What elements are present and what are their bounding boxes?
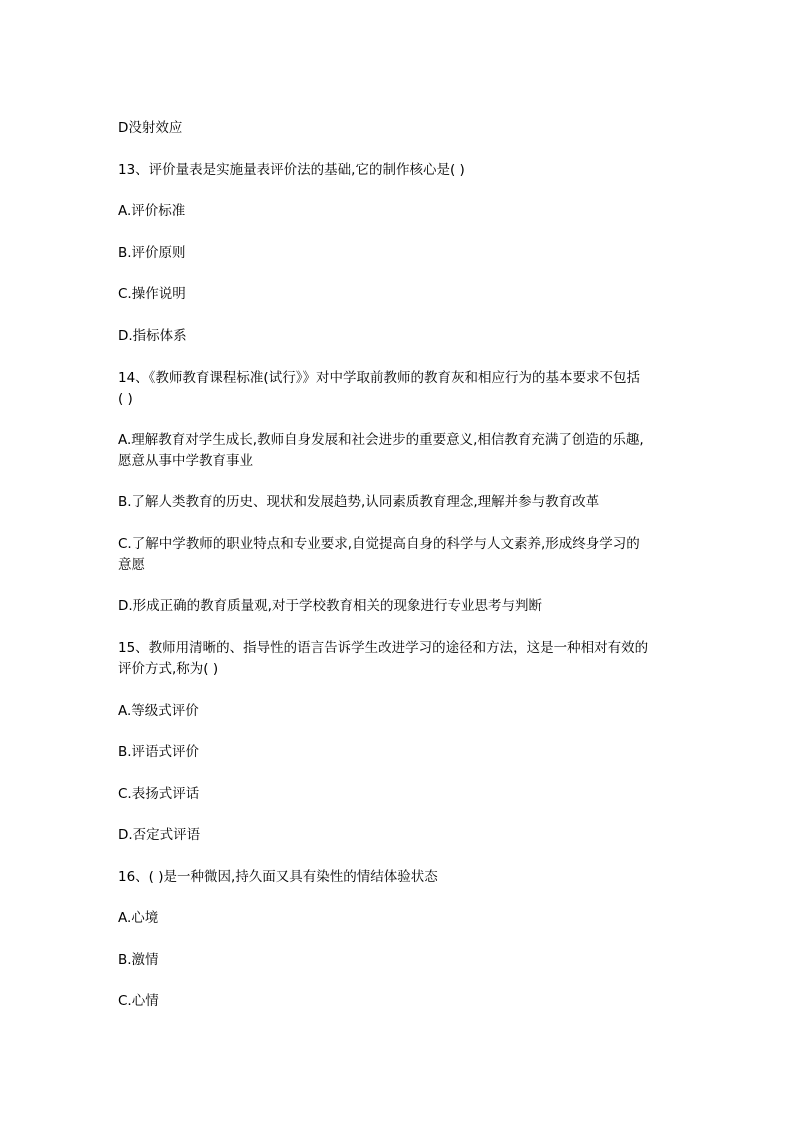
q15-option-b: B.评语式评价 [118,744,200,760]
q13-option-a: A.评价标准 [118,203,186,219]
q15-question-line1: 15、教师用清晰的、指导性的语言告诉学生改进学习的途径和方法，这是一种相对有效的 [118,640,649,656]
q15-question-line2: 评价方式,称为( ) [118,661,219,677]
q14-option-c-line1: C.了解中学教师的职业特点和专业要求,自觉提高自身的科学与人文素养,形成终身学习的 [118,536,640,552]
q16-option-c: C.心情 [118,993,159,1009]
q14-question-line2: ( ) [118,391,133,407]
q14-option-d: D.形成正确的教育质量观,对于学校教育相关的现象进行专业思考与判断 [118,598,542,614]
q13-option-c: C.操作说明 [118,286,186,302]
q15-option-c: C.表扬式评话 [118,786,200,802]
q13-question: 13、评价量表是实施量表评价法的基础,它的制作核心是( ) [118,162,465,178]
q12-option-d: D没射效应 [118,120,183,136]
q15-option-d: D.否定式评语 [118,827,201,843]
q14-option-c-line2: 意愿 [118,557,145,573]
q13-option-d: D.指标体系 [118,328,187,344]
q14-option-a-line1: A.理解教育对学生成长,教师自身发展和社会进步的重要意义,相信教育充满了创造的乐趣, [118,432,644,448]
q14-option-a-line2: 愿意从事中学教育事业 [118,453,253,469]
q14-option-b: B.了解人类教育的历史、现状和发展趋势,认同素质教育理念,理解并参与教育改革 [118,494,600,510]
q16-option-b: B.激情 [118,952,159,968]
q13-option-b: B.评价原则 [118,245,186,261]
q16-question: 16、( )是一种微因,持久面又具有染性的情结体验状态 [118,869,438,885]
q15-option-a: A.等级式评价 [118,703,199,719]
q14-question-line1: 14、《教师教育课程标准(试行》》对中学取前教师的教育灰和相应行为的基本要求不包括 [118,370,640,386]
q16-option-a: A.心境 [118,910,159,926]
